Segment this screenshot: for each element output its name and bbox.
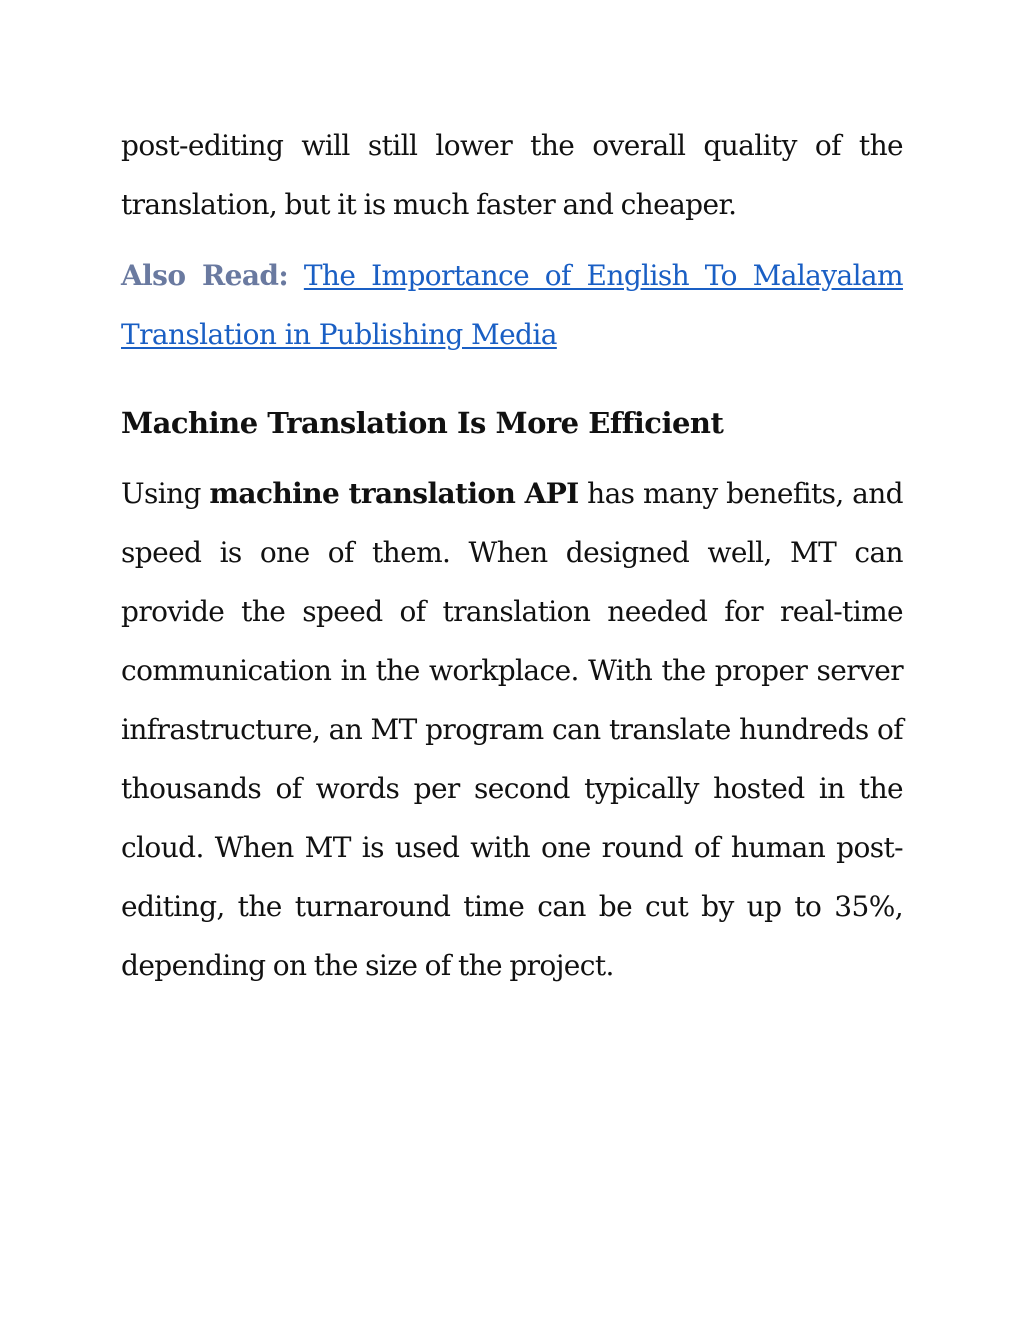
also-read-label: Also Read: bbox=[121, 259, 289, 292]
section-body-paragraph bbox=[121, 464, 903, 995]
also-read-link[interactable]: The Importance of English To Malayalam Translation in Publishing Media bbox=[121, 259, 903, 351]
body-bold-term: machine translation API bbox=[209, 477, 579, 510]
also-read-line bbox=[121, 246, 903, 364]
body-prefix: Using bbox=[121, 477, 201, 510]
intro-paragraph: post-editing will still lower the overall quality of the translation, but it is much faster and cheaper. bbox=[121, 129, 903, 221]
body-rest: has many benefits, and speed is one of them. When designed well, MT can provide the speed of translation needed for real-time communication in the workplace. With the proper server infrastructure, an MT program can translate hundreds of thousands of words per second typically hosted in the cloud. When MT is used with one round of human post-editing, the turnaround time can be cut by up to 35%, depending on the size of the project. bbox=[121, 477, 903, 982]
document-page bbox=[121, 116, 903, 1023]
section-heading: Machine Translation Is More Efficient bbox=[121, 406, 724, 440]
